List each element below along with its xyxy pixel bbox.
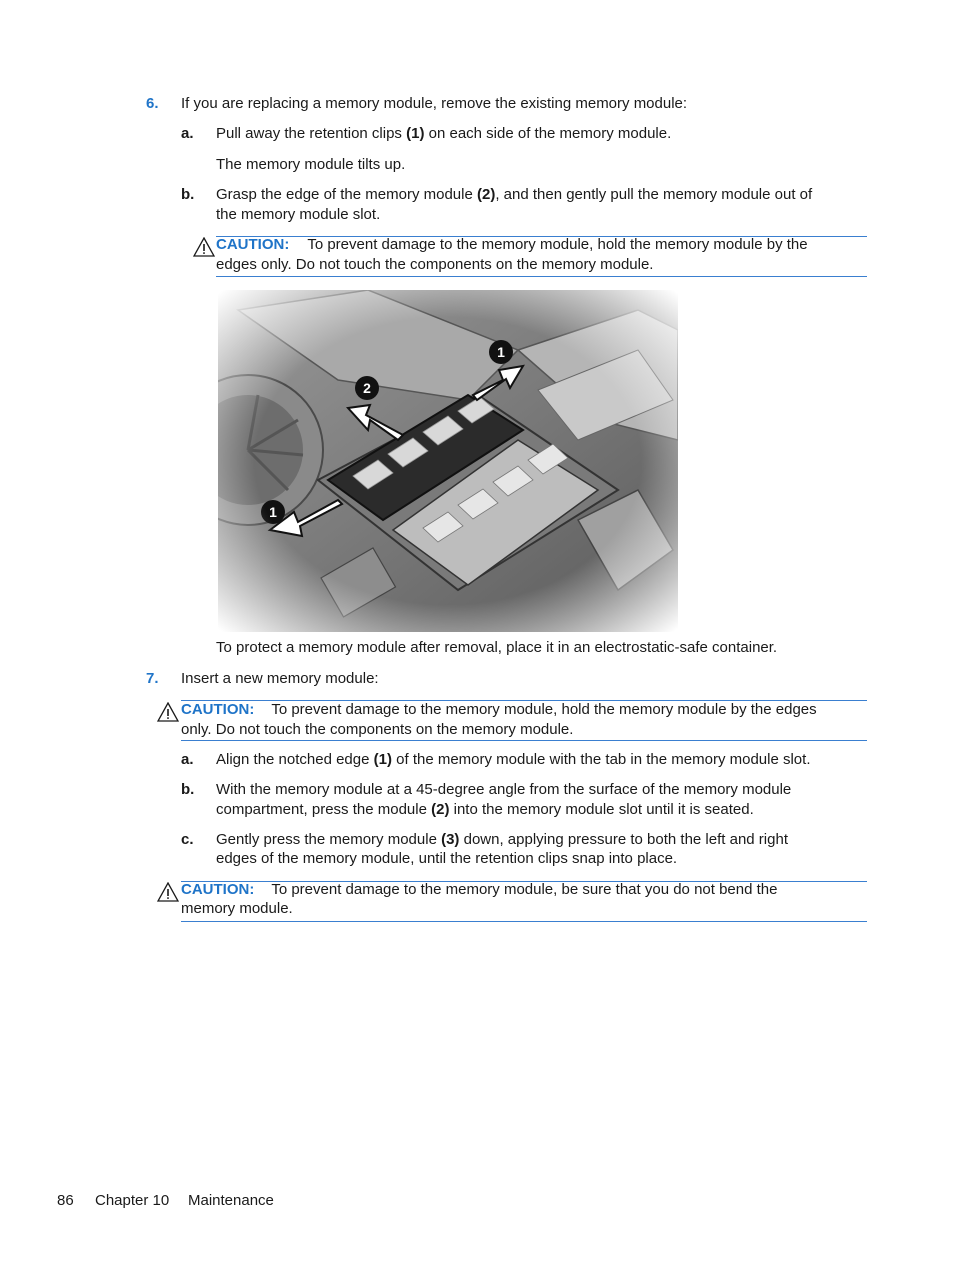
caution-step6-line1: CAUTION: To prevent damage to the memory module, hold the memory module by the (216, 236, 808, 253)
substep-6b-text: Grasp the edge of the memory module (2), and then gently pull the memory module out of (216, 186, 813, 203)
substep-7c-line1: Gently press the memory module (3) down, applying pressure to both the left and right (216, 831, 788, 848)
warning-triangle-icon (157, 702, 179, 722)
step-number-7: 7. (146, 670, 159, 687)
footer-section: Maintenance (188, 1192, 274, 1209)
substep-7b-line1: With the memory module at a 45-degree angle from the surface of the memory module (216, 781, 792, 798)
substep-7c-letter: c. (181, 831, 194, 848)
caution-step6-line2: edges only. Do not touch the components on the memory module. (216, 256, 654, 273)
caution-label: CAUTION: (181, 881, 255, 898)
caution-step7-1-line2: only. Do not touch the components on the memory module. (181, 721, 574, 738)
step-7-text: Insert a new memory module: (181, 670, 379, 687)
after-removal-note: To protect a memory module after removal, place it in an electrostatic-safe container. (216, 639, 778, 656)
substep-7c-line2: edges of the memory module, until the retention clips snap into place. (216, 850, 678, 867)
caution-label: CAUTION: (216, 236, 290, 253)
substep-7a-text: Align the notched edge (1) of the memory module with the tab in the memory module slot. (216, 751, 811, 768)
substep-6b-text-line2: the memory module slot. (216, 206, 381, 223)
caution-step7-2-line1: CAUTION: To prevent damage to the memory module, be sure that you do not bend the (181, 881, 778, 898)
step-number-6: 6. (146, 95, 159, 112)
substep-6a-letter: a. (181, 125, 194, 142)
caution-step7-1-line1: CAUTION: To prevent damage to the memory module, hold the memory module by the edges (181, 701, 817, 718)
substep-7b-letter: b. (181, 781, 195, 798)
warning-triangle-icon (193, 237, 215, 257)
substep-7a-letter: a. (181, 751, 194, 768)
page-number: 86 (57, 1192, 74, 1209)
caution-step7-2-line2: memory module. (181, 900, 293, 917)
substep-6b-letter: b. (181, 186, 195, 203)
substep-6a-text: Pull away the retention clips (1) on each side of the memory module. (216, 125, 672, 142)
warning-triangle-icon (157, 882, 179, 902)
caution-label: CAUTION: (181, 701, 255, 718)
step-6-text: If you are replacing a memory module, remove the existing memory module: (181, 95, 688, 112)
memory-module-removal-figure (218, 290, 678, 632)
footer-chapter: Chapter 10 (95, 1192, 170, 1209)
substep-7b-line2: compartment, press the module (2) into the memory module slot until it is seated. (216, 801, 754, 818)
substep-6a-note: The memory module tilts up. (216, 156, 406, 173)
